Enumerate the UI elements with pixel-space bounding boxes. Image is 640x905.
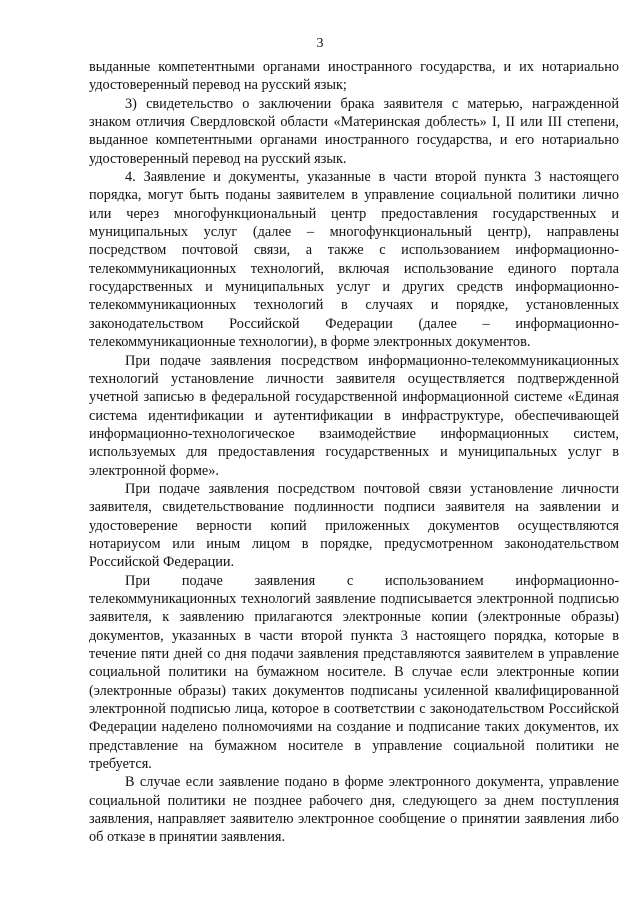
paragraph-continuation-foreign-documents: выданные компетентными органами иностранного государства, и их нотариально удостоверенный перевод на русский язык; [89, 59, 619, 94]
paragraph-electronic-signature: При подаче заявления с использованием информационно-телекоммуникационных технологий заявление подписывается электронной подписью заявителя, к заявлению прилагаются электронные копии (электронные образы) документов, указанных в части второй пункта 3 настоящего порядка, которые в течение пяти дней со дня подачи заявления представляются заявителем в управление социальной политики на бумажном носителе. В случае если электронные копии (электронные образы) таких документов подписаны усиленной квалифицированной электронной подписью лица, которое в соответствии с законодательством Российской Федерации наделено полномочиями на создание и подписание таких документов, их представление на бумажном носителе в управление социальной политики не требуется. [89, 572, 619, 773]
paragraph-postal-submission: При подаче заявления посредством почтовой связи установление личности заявителя, свидетельствование подлинности подписи заявителя на заявлении и удостоверение верности копий приложенных документов осуществляются нотариусом или иным лицом в порядке, предусмотренном законодательством Российской Федерации. [89, 480, 619, 571]
paragraph-electronic-notification: В случае если заявление подано в форме электронного документа, управление социальной политики не позднее рабочего дня, следующего за днем поступления заявления, направляет заявителю электронное сообщение о принятии заявления либо об отказе в принятии заявления. [89, 774, 619, 846]
paragraph-point-4-submission-methods: 4. Заявление и документы, указанные в части второй пункта 3 настоящего порядка, могут быть поданы заявителем в управление социальной политики лично или через многофункциональный центр предоставления государственных и муниципальных услуг (далее – многофункциональный центр), направлены посредством почтовой связи, а также с использованием информационно-телекоммуникационных технологий, включая использование единого портала государственных и муниципальных услуг и других средств информационно-телекоммуникационных технологий в случаях и порядке, установленных законодательством Российской Федерации (далее – информационно-телекоммуникационные технологии), в форме электронных документов. [89, 169, 619, 351]
paragraph-identity-via-esia: При подаче заявления посредством информационно-телекоммуникационных технологий установление личности заявителя осуществляется подтвержденной учетной записью в федеральной государственной информационной системе «Единая система идентификации и аутентификации в инфраструктуре, обеспечивающей информационно-технологическое взаимодействие информационных систем, используемых для предоставления государственных и муниципальных услуг в электронной форме». [89, 352, 619, 479]
page-number: 3 [316, 36, 324, 51]
document-body [89, 58, 619, 847]
paragraph-item-3-marriage-certificate: 3) свидетельство о заключении брака заявителя с матерью, награжденной знаком отличия Свердловской области «Материнская доблесть» I, II или III степени, выданное компетентными органами иностранного государства, и его нотариально удостоверенный перевод на русский язык. [89, 95, 619, 167]
